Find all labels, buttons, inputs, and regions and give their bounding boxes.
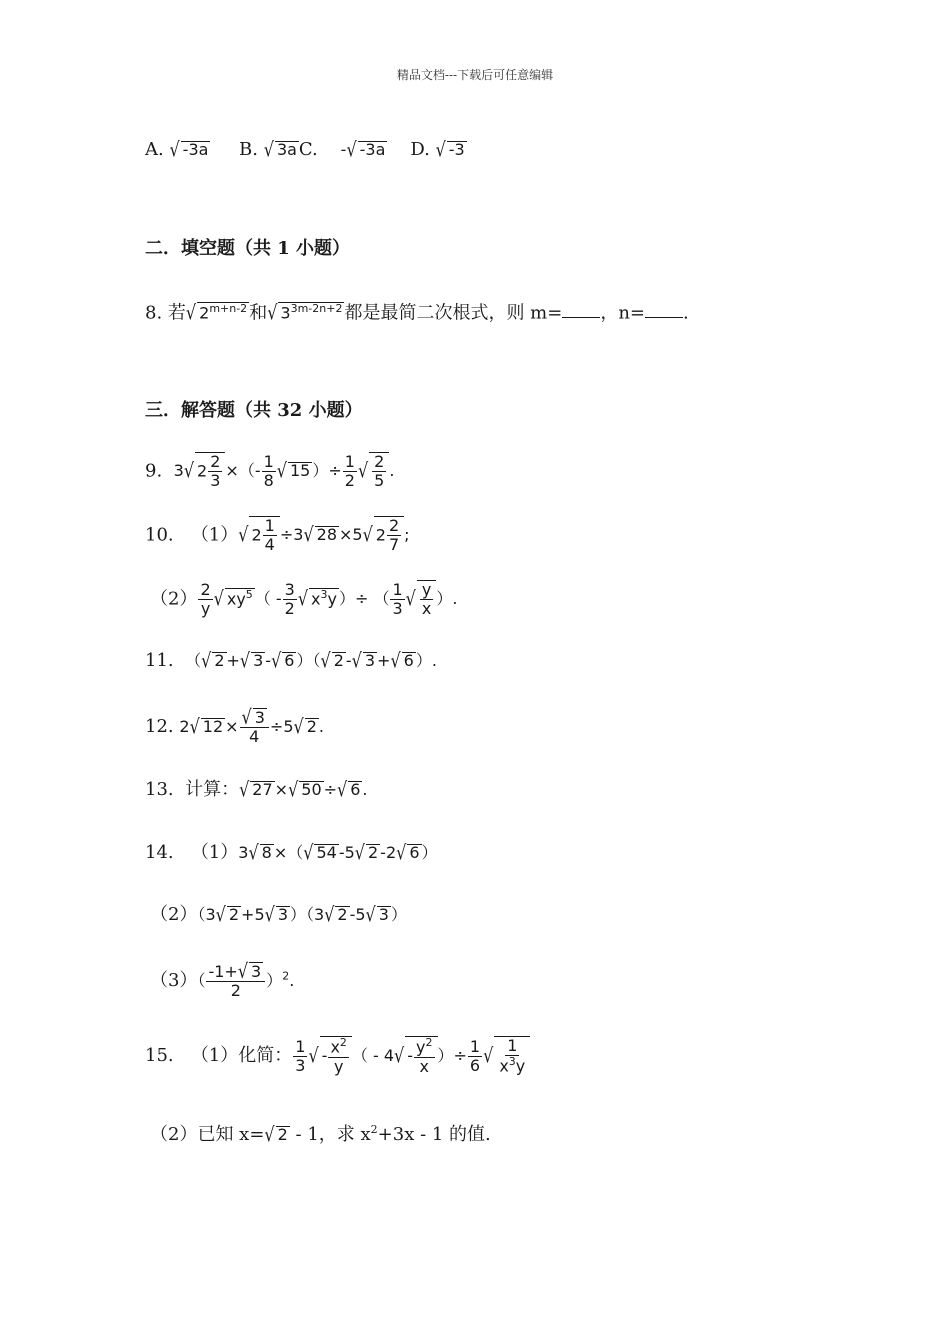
q15-2-text-end: +3x - 1 的值. <box>377 1124 491 1145</box>
option-b-label: B. <box>239 139 258 160</box>
q8-radical-1: √ $2^{m+n-2}$ <box>185 300 248 325</box>
answer-blank-m[interactable] <box>562 317 600 318</box>
option-c-label: C. <box>298 139 318 160</box>
q8-text-end: 都是最简二次根式，则 m= <box>344 302 563 324</box>
question-number: 10. <box>145 524 174 546</box>
section-title-solve: 三．解答题（共 32 小题） <box>145 400 363 421</box>
part-label: （3） <box>150 969 198 991</box>
question-10-part-1 <box>145 516 410 555</box>
q14-1-expression: 3√ 8 ×（√ 54 -5√ 2 -2√ 6 ） <box>238 840 438 865</box>
section-title-fill-in: 二．填空题（共 1 小题） <box>145 238 351 259</box>
question-number: 11. <box>145 650 174 671</box>
question-11 <box>145 648 437 673</box>
q8-period: . <box>683 302 689 324</box>
question-number: 8. <box>145 302 163 324</box>
q14-3-expression: （ $\frac{-1+√ 3}{2}$ ）$^2$. <box>197 959 295 1001</box>
q11-expression: （√ 2 +√ 3 -√ 6 ）（√ 2 -√ 3 +√ 6 ）. <box>185 648 437 673</box>
q8-text-n: ，n= <box>600 302 646 324</box>
q13-label: 计算： <box>185 779 240 800</box>
option-a-label: A. <box>145 139 164 160</box>
question-12 <box>145 705 324 747</box>
page-header: 精品文档---下载后可任意编辑 <box>396 68 554 82</box>
question-8 <box>145 300 689 325</box>
question-number: 15. <box>145 1045 174 1067</box>
q9-expression: 3√ 2 $\frac{2}{3}$ ×（- $\frac{1}{8}$ √ 15 ）÷ $\frac{1}{2}$ √ $\frac{2}{5}$ . <box>173 452 395 491</box>
q8-text-start: 若 <box>167 302 186 324</box>
q14-2-expression: （3√ 2 +5√ 3 ）（3√ 2 -5√ 3 ） <box>197 902 407 927</box>
question-14-part-2 <box>150 902 407 927</box>
q13-expression: √ 27 ×√ 50 ÷√ 6 . <box>239 777 368 802</box>
question-number: 14. <box>145 842 174 863</box>
part-label: （2） <box>150 904 198 925</box>
option-d-label: D. <box>410 139 430 160</box>
question-number: 9. <box>145 460 163 482</box>
q15-2-text-mid: - 1，求 x <box>289 1124 371 1145</box>
question-10-part-2 <box>150 580 457 619</box>
part-label: （2）已知 x= <box>150 1124 265 1145</box>
part-label: （1） <box>190 524 239 546</box>
question-13 <box>145 777 368 802</box>
q15-1-expression: $\frac{1}{3}$ √ - $\frac{x^2}{y}$ （ - 4√ - $\frac{y^2}{x}$ ）÷ $\frac{1}{6}$ √ $\frac{1}{x^3y}$ <box>292 1046 530 1065</box>
q15-2-exponent: 2 <box>370 1123 378 1136</box>
q7-options <box>145 137 467 162</box>
q15-2-radical: √ 2 <box>264 1122 288 1147</box>
question-number: 12. <box>145 715 174 737</box>
q8-text-mid: 和 <box>249 302 268 324</box>
part-label: （1） <box>190 842 239 863</box>
question-14-part-1 <box>145 840 438 865</box>
question-number: 13. <box>145 779 174 800</box>
part-label: （1）化简： <box>190 1045 293 1067</box>
answer-blank-n[interactable] <box>645 317 683 318</box>
q12-expression: 2√ 12 × $\frac{√ 3}{4}$ ÷5√ 2 . <box>179 705 324 747</box>
part-label: （2） <box>150 588 198 610</box>
option-d-expr: √ -3 <box>435 137 465 162</box>
option-c-expr: -√ -3a <box>340 137 386 162</box>
option-a-expr: √ -3a <box>169 137 209 162</box>
q10-2-expression: $\frac{2}{y}$ √ $xy^5$ （ - $\frac{3}{2}$ √ $x^3y$ ）÷ （ $\frac{1}{3}$ √ $\frac{y}{x}$ ）. <box>200 580 458 619</box>
option-b-expr: √ 3a <box>263 137 297 162</box>
q10-1-expression: √ 2 $\frac{1}{4}$ ÷3√ 28 ×5√ 2 $\frac{2}{7}$ ; <box>238 516 410 555</box>
question-9 <box>145 452 394 491</box>
q8-radical-2: √ $3^{3m-2n+2}$ <box>267 300 343 325</box>
question-14-part-3 <box>150 959 295 1001</box>
question-15-part-1 <box>145 1036 530 1076</box>
question-15-part-2 <box>150 1122 491 1147</box>
